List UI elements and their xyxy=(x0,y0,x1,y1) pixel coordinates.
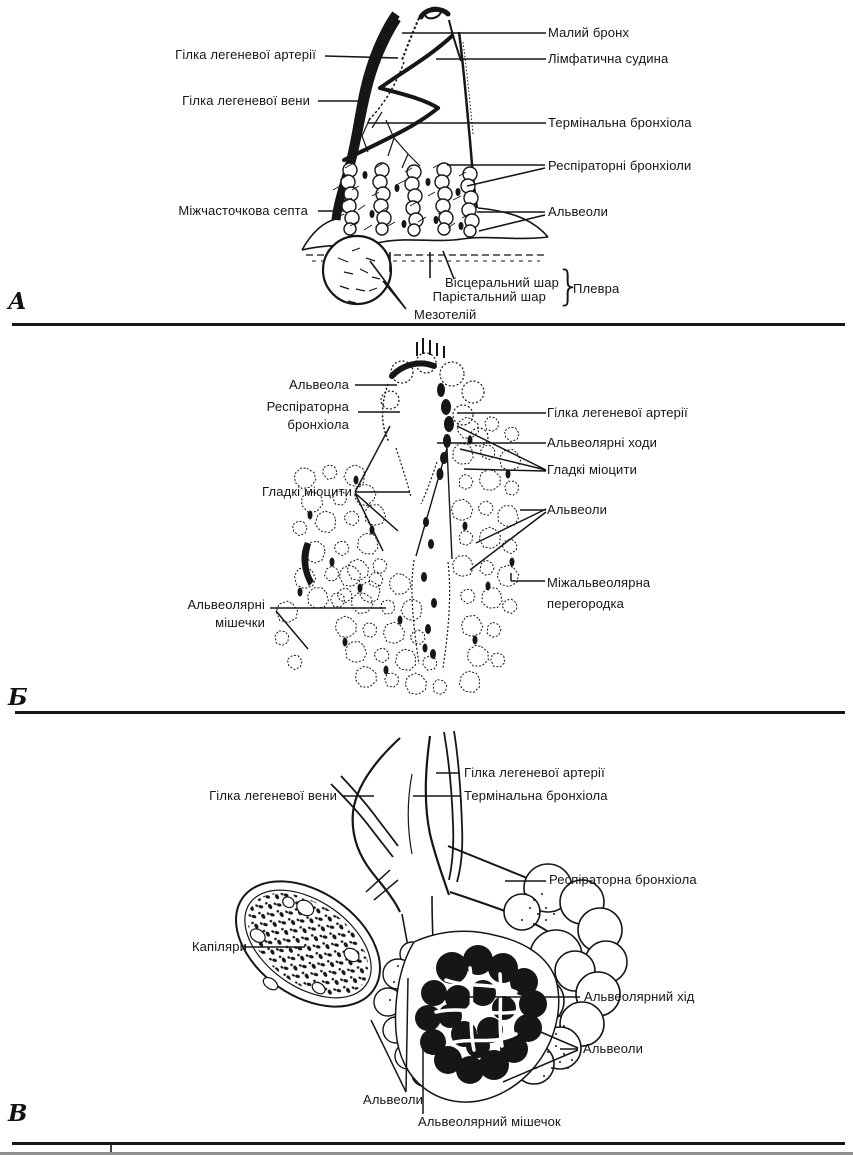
separator-after-b xyxy=(15,711,845,714)
label-terminal-bronchiole-a: Термінальна бронхіола xyxy=(548,115,692,130)
label-line: Міжальвеолярна xyxy=(547,575,651,590)
label-small-bronchus: Малий бронх xyxy=(548,25,630,40)
pleura-brace: } xyxy=(556,262,582,310)
label-alveolar-sacs xyxy=(187,596,265,632)
bottom-tick-mark xyxy=(110,1145,112,1152)
label-interlobular-septum: Міжчасточкова септа xyxy=(178,203,308,218)
label-parietal-layer: Парієтальний шар xyxy=(432,289,546,304)
page-bottom-rule xyxy=(0,1152,853,1155)
label-smooth-myocytes-left: Гладкі міоцити xyxy=(262,484,352,499)
label-respiratory-bronchiole-v: Респіраторна бронхіола xyxy=(549,872,697,887)
artery-tube xyxy=(444,731,462,882)
panel-b-illustration xyxy=(0,330,853,713)
label-line: перегородка xyxy=(547,596,625,611)
panel-letter-v: В xyxy=(8,1100,28,1127)
label-line: бронхіола xyxy=(287,417,349,432)
label-pleura: Плевра xyxy=(573,281,620,296)
label-alveoli-bottom-v: Альвеоли xyxy=(363,1092,424,1107)
separator-after-v xyxy=(12,1142,845,1145)
panel-a-illustration xyxy=(0,0,853,326)
label-pulmonary-artery-branch-v: Гілка легеневої артерії xyxy=(464,765,605,780)
panel-v-illustration xyxy=(0,716,853,1157)
label-alveolar-ducts: Альвеолярні ходи xyxy=(547,435,658,450)
label-smooth-myocytes-right: Гладкі міоцити xyxy=(547,462,637,477)
lobule-drawing xyxy=(302,6,548,304)
alveolar-columns xyxy=(341,163,479,237)
label-visceral-layer: Вісцеральний шар xyxy=(444,275,559,290)
label-lymphatic-vessel: Лімфатична судина xyxy=(548,51,669,66)
label-line: Альвеолярні xyxy=(187,597,265,612)
label-capillaries: Капіляри xyxy=(191,939,247,954)
label-respiratory-bronchiole-b xyxy=(267,398,349,434)
separator-after-a xyxy=(12,323,845,326)
label-respiratory-bronchioles: Респіраторні бронхіоли xyxy=(548,158,692,173)
label-pulmonary-artery-branch-a: Гілка легеневої артерії xyxy=(175,47,316,62)
label-line: мішечки xyxy=(215,615,265,630)
label-terminal-bronchiole-v: Термінальна бронхіола xyxy=(464,788,608,803)
panel-letter-a: А xyxy=(8,288,27,315)
label-pulmonary-vein-branch-v: Гілка легеневої вени xyxy=(209,788,337,803)
label-alveoli-a: Альвеоли xyxy=(548,204,609,219)
label-pulmonary-artery-branch-b: Гілка легеневої артерії xyxy=(547,405,688,420)
mesothelium-inset-circle xyxy=(323,236,391,304)
label-pulmonary-vein-branch-a: Гілка легеневої вени xyxy=(182,93,310,108)
mesh-dark-accents xyxy=(298,436,515,675)
panel-letter-b: Б xyxy=(8,684,28,711)
duct-dark-spots xyxy=(421,517,437,659)
label-alveolar-sac: Альвеолярний мішечок xyxy=(418,1114,561,1129)
label-alveoli-right-v: Альвеоли xyxy=(583,1041,644,1056)
label-alveolar-duct: Альвеолярний хід xyxy=(584,989,695,1004)
artery-dark-column xyxy=(437,383,455,480)
label-alveolus-b: Альвеола xyxy=(289,377,349,392)
label-alveoli-b: Альвеоли xyxy=(547,502,608,517)
label-mesothelium: Мезотелій xyxy=(414,307,477,322)
vein-tube xyxy=(331,776,398,857)
label-line: Респіраторна xyxy=(266,399,349,414)
label-interalveolar-septum xyxy=(547,572,650,614)
